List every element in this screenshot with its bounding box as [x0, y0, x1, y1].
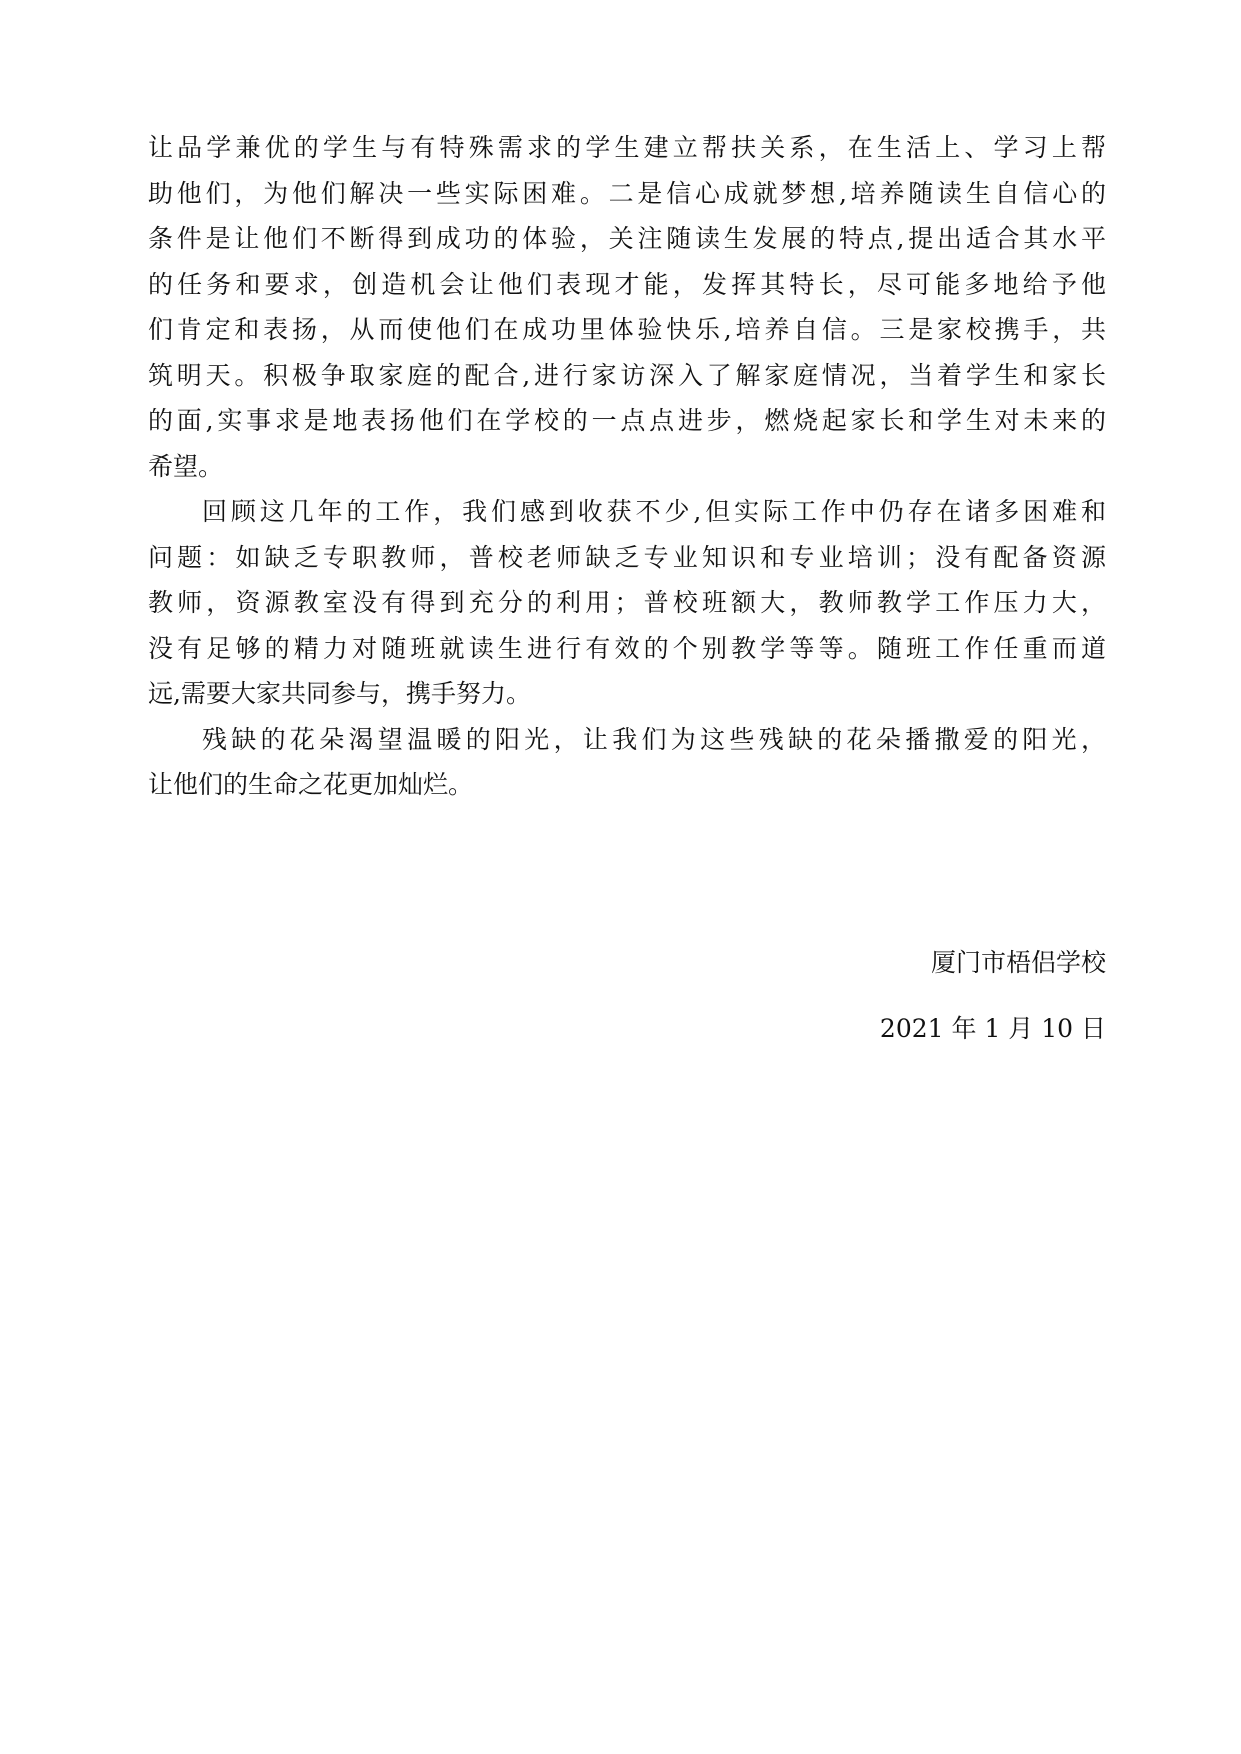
paragraph-line: 希望。: [148, 451, 224, 481]
document-body: [148, 125, 1106, 808]
paragraph-line: 问题：如缺乏专职教师，普校老师缺乏专业知识和专业培训；没有配备资源: [148, 542, 1106, 572]
signature-date: 2021 年 1 月 10 日: [879, 1014, 1106, 1043]
paragraph-line: 让他们的生命之花更加灿烂。: [148, 770, 474, 799]
paragraph-line: 让品学兼优的学生与有特殊需求的学生建立帮扶关系，在生活上、学习上帮: [148, 133, 1106, 162]
paragraph-line: 们肯定和表扬，从而使他们在成功里体验快乐,培养自信。三是家校携手，共: [148, 315, 1106, 344]
paragraph-line: 教师，资源教室没有得到充分的利用；普校班额大，教师教学工作压力大，: [148, 588, 1106, 617]
paragraph-line: 条件是让他们不断得到成功的体验，关注随读生发展的特点,提出适合其水平: [148, 224, 1106, 253]
paragraph-line: 远,需要大家共同参与，携手努力。: [148, 679, 531, 708]
paragraph-line: 没有足够的精力对随班就读生进行有效的个别教学等等。随班工作任重而道: [148, 633, 1106, 663]
paragraph-line: 筑明天。积极争取家庭的配合,进行家访深入了解家庭情况，当着学生和家长: [148, 360, 1106, 390]
paragraph-line: 残缺的花朵渴望温暖的阳光，让我们为这些残缺的花朵播撒爱的阳光，: [202, 724, 1106, 754]
paragraph-line: 的任务和要求，创造机会让他们表现才能，发挥其特长，尽可能多地给予他: [148, 269, 1106, 299]
paragraph-line: 助他们，为他们解决一些实际困难。二是信心成就梦想,培养随读生自信心的: [148, 178, 1106, 208]
signature-organization: 厦门市梧侣学校: [930, 948, 1106, 977]
paragraph-line: 的面,实事求是地表扬他们在学校的一点点进步，燃烧起家长和学生对未来的: [148, 406, 1106, 435]
signature-block: [880, 930, 1106, 1062]
paragraph-line: 回顾这几年的工作，我们感到收获不少,但实际工作中仍存在诸多困难和: [202, 497, 1106, 526]
